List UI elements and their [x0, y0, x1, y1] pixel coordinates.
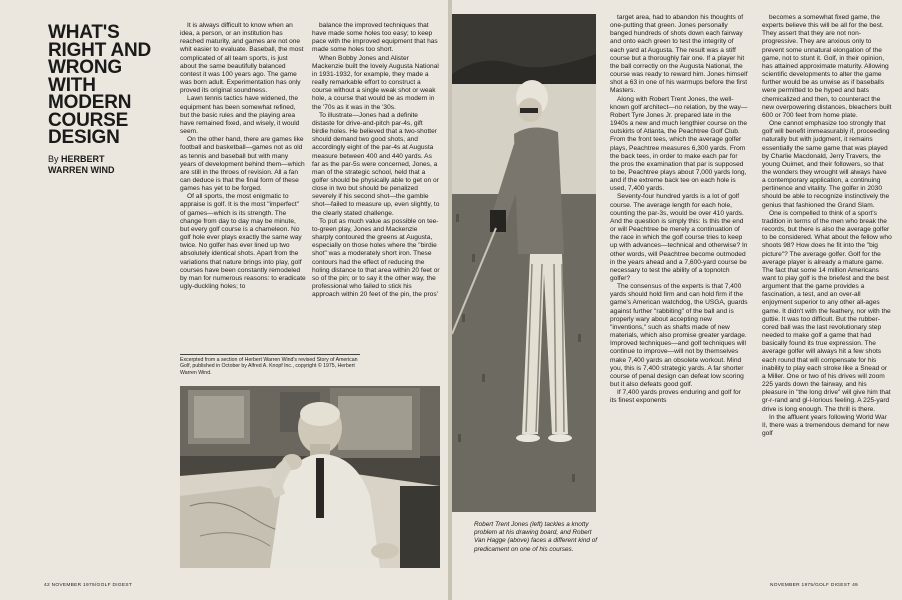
paragraph: Seventy-four hundred yards is a lot of golf course. The average length for each hole, counting the par-3s, would be over 410 yards. And the question is simply this: Is this the end or will Peachtree be merely a continuation of the race in which the golf course tries to keep up with advances—technical and otherwise? In other words, will Peachtree become outmoded in the years ahead and a 7,600-yard course be necessary to test the ability of a topnotch golfer? — [610, 193, 748, 282]
left-page — [0, 0, 448, 600]
byline-by: By — [48, 154, 59, 164]
article-headline — [48, 24, 176, 147]
paragraph: The consensus of the experts is that 7,400 yards should hold firm and can hold firm if the game's American watchdog, the USGA, guards against further "rabbiting" of the ball and is properly wary about accepting new "inventions," such as shafts made of new materials, which also promise greater yardage. Improved techniques—and golf techniques will continue to improve—will not by themselves make 7,400 yards an obsolete workout. Mind you, this is 7,400 strategic yards. A far shorter course of penal design can defeat low scoring but it also defeats good golf. — [610, 283, 748, 389]
folio-left: 42 NOVEMBER 1975/GOLF DIGEST — [44, 583, 133, 588]
photo-caption: Robert Trent Jones (left) tackles a knotty problem at his drawing board, and Robert Van Hagge (above) faces a different kind of predicament on one of his courses. — [474, 521, 598, 553]
golfer-photo-illustration — [452, 14, 596, 512]
paragraph: In the affluent years following World War II, there was a tremendous demand for new golf — [762, 413, 890, 437]
byline-author-last: WARREN WIND — [48, 164, 115, 175]
photo-golfer — [452, 14, 596, 512]
headline-line: WITH — [48, 74, 96, 96]
excerpt-credit: Excerpted from a section of Herbert Warren Wind's revised Story of American Golf, published in October by Alfred A. Knopf Inc., copyright © 1975, Herbert Warren Wind. — [180, 354, 360, 376]
paragraph: becomes a somewhat fixed game, the experts believe this will be all for the best. They assert that they are not non-progressive. They are anxious only to prevent some unnatural elongation of the game, not to stunt it. Golf, in their opinion, has attained approximate maturity. Allowing scientific developments to alter the game further would be as unwise as if baseballs were permitted to be hyped and bats chemicalized and then, to counteract the new overpowering distances, bleachers built 600 or 700 feet from home plate. — [762, 14, 892, 119]
byline — [48, 154, 176, 175]
folio-right: NOVEMBER 1975/GOLF DIGEST 49 — [770, 583, 859, 588]
paragraph: balance the improved techniques that have made some holes too easy; to keep pace with the improved equipment that has made some holes too short. — [312, 22, 438, 54]
paragraph: On the other hand, there are games like football and basketball—games not as old as tennis and baseball but with many years of development behind them—which are still in the throes of revision. All a fan can deduce is that the final form of these games has yet to be forged. — [180, 136, 305, 193]
paragraph: To illustrate—Jones had a definite distaste for drive-and-pitch par-4s, gift birdie holes. He believed that a two-shotter should demand two good shots, and accordingly eight of the par-4s at Augusta measure between 400 and 440 yards. As far as the par-5s were concerned, Jones, a man of the strategic school, held that a golfer should be physically able to get on or close in two but should be penalized severely if his second shot—the gamble shot—failed to measure up, even slightly, to the clearly stated challenge. — [312, 111, 440, 217]
paragraph: target area, had to abandon his thoughts of one-putting that green. Jones personally banged hundreds of shots down each fairway and onto each green to test the integrity of each yard at Augusta. The result was a stiff course but a thoroughly fair one. If a player hit the ball correctly on the Augusta National, the course was ready to reward him. Jones himself shot a 63 in one of his warmups before the first Masters. — [610, 14, 748, 95]
paragraph: One cannot emphasize too strongly that golf will benefit immeasurably if, proceeding naturally but with judgment, it remains essentially the same game that was played by Charlie Macdonald, Jerry Travers, the young Ouimet, and their followers, so that the wonders they wrought will always have a contemporary application, a continuing pertinence and vitality. The golfer in 2030 should be able to recognize instinctively the genius that fashioned the Grand Slam. — [762, 120, 890, 209]
paragraph: When Bobby Jones and Alister Mackenzie built the lovely Augusta National in 1931-1932, for example, they made a really remarkable effort to construct a course without a single weak shot or weak hole, a course that would be as modern in the '70s as it was in the '30s. — [312, 54, 439, 111]
photo-drawing-board — [180, 386, 440, 568]
text-column-4 — [762, 14, 892, 580]
paragraph: To put as much value as possible on tee-to-green play, Jones and Mackenzie sharply contoured the greens at Augusta, especially on those holes where the "birdie shot" was a moderately short iron. These contours had the effect of reducing the holing distance to that area within 20 feet or so of the pin; or to say it the other way, the professional who failed to stick his approach within 20 feet of the pin, the pros' — [312, 217, 440, 299]
drawing-board-photo-illustration — [180, 386, 440, 568]
byline-author-first: HERBERT — [61, 154, 105, 164]
paragraph: Along with Robert Trent Jones, the well-known golf architect—no relation, by the way—Robert Tyre Jones Jr. prepared late in the 1940s a new and much lengthier course on the outskirts of Atlanta, the Peachtree Golf Club. From the front tees, which the average golfer plays, Peachtree measures 6,300 yards. From the back tees, in order to make each par for the pros the examination that par is supposed to be, Peachtree plays about 7,000 yards long, and if the extreme back tee on each hole is used, 7,400 yards. — [610, 95, 748, 193]
text-column-1 — [180, 22, 306, 352]
headline-line: MODERN — [48, 92, 132, 113]
paragraph: If 7,400 yards proves enduring and golf for its finest exponents — [610, 389, 741, 405]
right-page — [452, 0, 902, 600]
text-column-3 — [610, 14, 748, 580]
paragraph: Of all sports, the most enigmatic to appraise is golf. It is the most "imperfect" of games—which is its strength. The change from day to day may be minute, but every golf course is a chameleon. No golf hole ever plays exactly the same way twice. No golfer has ever lined up two absolutely identical shots. Apart from the variations that nature brings into play, golf courses have been constantly remodeled by man for numerous reasons: to eradicate ugly-duckling holes; to — [180, 193, 306, 290]
headline-line: WRONG — [48, 57, 122, 78]
text-column-2 — [312, 22, 440, 388]
headline-line: DESIGN — [48, 127, 120, 148]
paragraph: Lawn tennis tactics have widened, the equipment has been somewhat refined, but the basic rules and the playing area have remained fixed, and wisely, it would seem. — [180, 95, 300, 136]
headline-line: WHAT'S — [48, 22, 120, 43]
paragraph: One is compelled to think of a sport's tradition in terms of the men who break the records, but there is also the average golfer to be considered. What about the fellow who shoots 98? How does he fit into the "big picture"? The average golfer. Golf for the average player is already a mature game. The fact that some 14 million Americans want to play golf is the briefest and the best argument that the game provides a fascination, a test, and an over-all enjoyment superior to any other all-ages game. It didn't with the feathery, nor with the guttie. It was too difficult. But the rubber-cored ball was the last revolutionary step needed to make golf a game that had basically found its true expression. The average golfer will always hit a few shots each round that will compensate for his inability to play each stroke like a Snead or a Miller. One or two of his drives will zoom 225 yards down the fairway, and his pleasure in "the long drive" will give him that gr-r-rand and gl-l-lorious feeling. A 225-yard drive is long enough. The thrill is there. — [762, 209, 892, 413]
headline-line: RIGHT AND — [48, 39, 152, 61]
headline-line: COURSE — [48, 109, 129, 131]
paragraph: It is always difficult to know when an idea, a person, or an institution has reached maturity, and games are not one whit easier to evaluate. Baseball, the most complicated of all team sports, is just about the same beautifully balanced contest it was 100 years ago. The game was born adult. Experimentation has only proved its original soundness. — [180, 22, 304, 95]
